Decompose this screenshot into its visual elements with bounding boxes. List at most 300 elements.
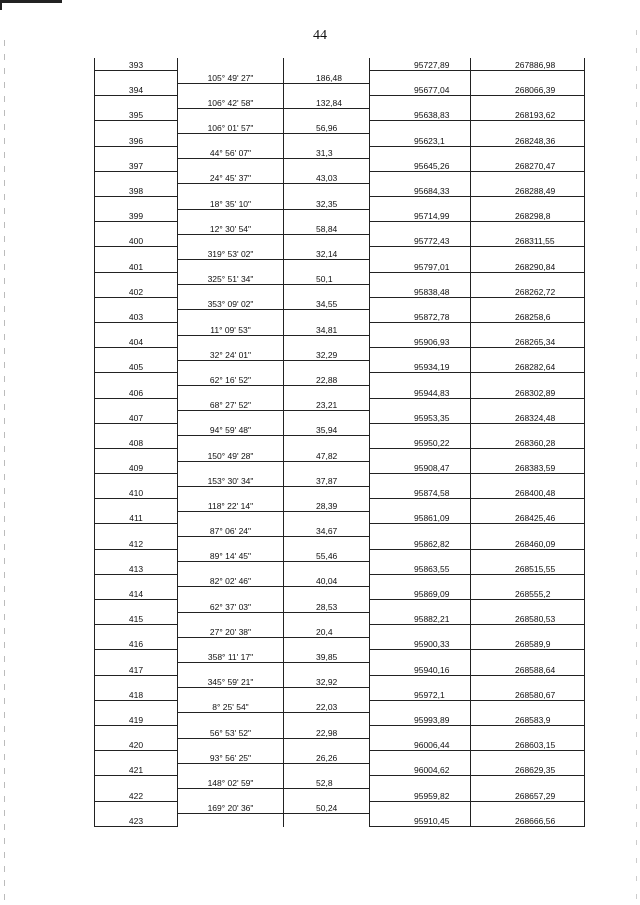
empty-cell (370, 171, 471, 184)
empty-cell (178, 184, 284, 197)
empty-cell (370, 96, 471, 109)
segment-row (95, 650, 585, 663)
point-row (95, 562, 585, 575)
empty-cell (471, 348, 585, 361)
empty-cell (471, 600, 585, 613)
x-coordinate: 95950,22 (370, 436, 471, 449)
empty-cell (95, 96, 178, 109)
scan-edge-right (636, 30, 637, 900)
y-coordinate: 268248,36 (471, 134, 585, 147)
empty-cell (178, 788, 284, 801)
empty-cell (370, 524, 471, 537)
empty-cell (471, 524, 585, 537)
empty-cell (95, 272, 178, 285)
direction-angle: 358° 11' 17" (178, 650, 284, 663)
y-coordinate: 268629,35 (471, 763, 585, 776)
segment-row (95, 247, 585, 260)
point-row (95, 285, 585, 298)
empty-cell (95, 499, 178, 512)
empty-cell (370, 574, 471, 587)
point-row (95, 511, 585, 524)
x-coordinate: 95872,78 (370, 310, 471, 323)
empty-cell (370, 499, 471, 512)
empty-cell (370, 675, 471, 688)
empty-cell (95, 171, 178, 184)
empty-cell (178, 511, 284, 524)
segment-length: 22,88 (284, 373, 370, 386)
segment-row (95, 297, 585, 310)
empty-cell (370, 146, 471, 159)
x-coordinate: 95772,43 (370, 234, 471, 247)
direction-angle: 44° 56' 07" (178, 146, 284, 159)
empty-cell (178, 159, 284, 172)
direction-angle: 169° 20' 36" (178, 801, 284, 814)
segment-length: 32,92 (284, 675, 370, 688)
segment-row (95, 725, 585, 738)
direction-angle: 148° 02' 59" (178, 776, 284, 789)
segment-length: 35,94 (284, 423, 370, 436)
segment-row (95, 499, 585, 512)
point-row (95, 587, 585, 600)
empty-cell (284, 285, 370, 298)
point-row (95, 713, 585, 726)
empty-cell (284, 788, 370, 801)
direction-angle: 82° 02' 46" (178, 574, 284, 587)
empty-cell (95, 121, 178, 134)
segment-length: 26,26 (284, 751, 370, 764)
empty-cell (178, 688, 284, 701)
y-coordinate: 268282,64 (471, 360, 585, 373)
x-coordinate: 95727,89 (370, 58, 471, 71)
empty-cell (471, 751, 585, 764)
empty-cell (95, 322, 178, 335)
empty-cell (178, 637, 284, 650)
point-number: 420 (95, 738, 178, 751)
empty-cell (178, 486, 284, 499)
empty-cell (471, 448, 585, 461)
y-coordinate: 268288,49 (471, 184, 585, 197)
point-row (95, 108, 585, 121)
segment-length: 34,81 (284, 322, 370, 335)
x-coordinate: 95908,47 (370, 461, 471, 474)
segment-row (95, 348, 585, 361)
point-number: 401 (95, 260, 178, 273)
segment-length: 43,03 (284, 171, 370, 184)
empty-cell (370, 121, 471, 134)
empty-cell (471, 776, 585, 789)
empty-cell (178, 537, 284, 550)
y-coordinate: 268580,53 (471, 612, 585, 625)
x-coordinate: 95623,1 (370, 134, 471, 147)
point-row (95, 688, 585, 701)
empty-cell (178, 234, 284, 247)
point-row (95, 335, 585, 348)
empty-cell (178, 814, 284, 827)
segment-row (95, 272, 585, 285)
empty-cell (284, 83, 370, 96)
segment-row (95, 171, 585, 184)
empty-cell (370, 549, 471, 562)
point-row (95, 436, 585, 449)
empty-cell (471, 801, 585, 814)
direction-angle: 319° 53' 02" (178, 247, 284, 260)
empty-cell (370, 222, 471, 235)
segment-length: 34,67 (284, 524, 370, 537)
empty-cell (95, 448, 178, 461)
x-coordinate: 95677,04 (370, 83, 471, 96)
point-number: 409 (95, 461, 178, 474)
empty-cell (178, 310, 284, 323)
empty-cell (178, 612, 284, 625)
x-coordinate: 95714,99 (370, 209, 471, 222)
segment-row (95, 675, 585, 688)
point-number: 416 (95, 637, 178, 650)
empty-cell (95, 776, 178, 789)
point-number: 404 (95, 335, 178, 348)
empty-cell (471, 423, 585, 436)
segment-length: 34,55 (284, 297, 370, 310)
segment-length: 32,14 (284, 247, 370, 260)
point-row (95, 537, 585, 550)
empty-cell (95, 348, 178, 361)
point-row (95, 360, 585, 373)
empty-cell (370, 322, 471, 335)
direction-angle: 345° 59' 21" (178, 675, 284, 688)
segment-length: 132,84 (284, 96, 370, 109)
direction-angle: 153° 30' 34" (178, 474, 284, 487)
y-coordinate: 268589,9 (471, 637, 585, 650)
empty-cell (471, 650, 585, 663)
x-coordinate: 95874,58 (370, 486, 471, 499)
x-coordinate: 95934,19 (370, 360, 471, 373)
empty-cell (471, 574, 585, 587)
empty-cell (95, 474, 178, 487)
segment-row (95, 448, 585, 461)
empty-cell (95, 549, 178, 562)
point-row (95, 310, 585, 323)
direction-angle: 150° 49' 28" (178, 448, 284, 461)
empty-cell (370, 751, 471, 764)
segment-length: 47,82 (284, 448, 370, 461)
y-coordinate: 268290,84 (471, 260, 585, 273)
empty-cell (370, 776, 471, 789)
y-coordinate: 268324,48 (471, 411, 585, 424)
empty-cell (284, 713, 370, 726)
segment-row (95, 474, 585, 487)
empty-cell (471, 121, 585, 134)
segment-length: 20,4 (284, 625, 370, 638)
empty-cell (178, 134, 284, 147)
segment-row (95, 222, 585, 235)
segment-length: 56,96 (284, 121, 370, 134)
empty-cell (284, 612, 370, 625)
point-row (95, 788, 585, 801)
point-number: 415 (95, 612, 178, 625)
empty-cell (284, 688, 370, 701)
empty-cell (284, 108, 370, 121)
empty-cell (178, 385, 284, 398)
empty-cell (370, 247, 471, 260)
empty-cell (178, 285, 284, 298)
point-number: 418 (95, 688, 178, 701)
point-row (95, 612, 585, 625)
point-row (95, 58, 585, 71)
segment-length: 22,03 (284, 700, 370, 713)
point-number: 411 (95, 511, 178, 524)
empty-cell (95, 373, 178, 386)
empty-cell (178, 713, 284, 726)
point-row (95, 234, 585, 247)
empty-cell (370, 600, 471, 613)
segment-row (95, 423, 585, 436)
point-row (95, 411, 585, 424)
empty-cell (178, 260, 284, 273)
direction-angle: 118° 22' 14" (178, 499, 284, 512)
empty-cell (95, 197, 178, 210)
segment-row (95, 574, 585, 587)
empty-cell (284, 763, 370, 776)
direction-angle: 68° 27' 52" (178, 398, 284, 411)
y-coordinate: 268360,28 (471, 436, 585, 449)
y-coordinate: 268258,6 (471, 310, 585, 323)
empty-cell (370, 197, 471, 210)
empty-cell (178, 411, 284, 424)
empty-cell (284, 436, 370, 449)
empty-cell (471, 247, 585, 260)
empty-cell (284, 738, 370, 751)
point-number: 403 (95, 310, 178, 323)
empty-cell (370, 625, 471, 638)
empty-cell (471, 625, 585, 638)
empty-cell (95, 650, 178, 663)
segment-length: 55,46 (284, 549, 370, 562)
scan-edge-left (4, 40, 5, 900)
point-number: 399 (95, 209, 178, 222)
empty-cell (178, 663, 284, 676)
empty-cell (370, 398, 471, 411)
point-number: 419 (95, 713, 178, 726)
segment-length: 37,87 (284, 474, 370, 487)
empty-cell (471, 398, 585, 411)
y-coordinate: 268588,64 (471, 663, 585, 676)
empty-cell (284, 184, 370, 197)
direction-angle: 105° 49' 27" (178, 71, 284, 84)
scan-corner-mark (0, 0, 62, 3)
segment-length: 39,85 (284, 650, 370, 663)
segment-row (95, 549, 585, 562)
y-coordinate: 268265,34 (471, 335, 585, 348)
empty-cell (284, 260, 370, 273)
direction-angle: 56° 53' 52" (178, 725, 284, 738)
empty-cell (471, 725, 585, 738)
direction-angle: 12° 30' 54" (178, 222, 284, 235)
segment-row (95, 524, 585, 537)
empty-cell (370, 423, 471, 436)
empty-cell (284, 814, 370, 827)
empty-cell (471, 146, 585, 159)
point-number: 413 (95, 562, 178, 575)
empty-cell (471, 499, 585, 512)
y-coordinate: 268666,56 (471, 814, 585, 827)
y-coordinate: 268555,2 (471, 587, 585, 600)
empty-cell (95, 423, 178, 436)
empty-cell (284, 58, 370, 71)
x-coordinate: 95684,33 (370, 184, 471, 197)
point-row (95, 184, 585, 197)
empty-cell (471, 549, 585, 562)
segment-row (95, 121, 585, 134)
y-coordinate: 268066,39 (471, 83, 585, 96)
empty-cell (284, 663, 370, 676)
empty-cell (370, 373, 471, 386)
empty-cell (95, 751, 178, 764)
x-coordinate: 95797,01 (370, 260, 471, 273)
direction-angle: 24° 45' 37" (178, 171, 284, 184)
empty-cell (284, 411, 370, 424)
y-coordinate: 268583,9 (471, 713, 585, 726)
x-coordinate: 95862,82 (370, 537, 471, 550)
y-coordinate: 268580,67 (471, 688, 585, 701)
segment-row (95, 146, 585, 159)
empty-cell (95, 725, 178, 738)
point-row (95, 663, 585, 676)
empty-cell (95, 71, 178, 84)
x-coordinate: 95838,48 (370, 285, 471, 298)
point-row (95, 738, 585, 751)
point-number: 400 (95, 234, 178, 247)
direction-angle: 94° 59' 48" (178, 423, 284, 436)
segment-length: 28,53 (284, 600, 370, 613)
segment-row (95, 96, 585, 109)
x-coordinate: 95861,09 (370, 511, 471, 524)
empty-cell (284, 587, 370, 600)
segment-length: 22,98 (284, 725, 370, 738)
point-row (95, 83, 585, 96)
empty-cell (95, 146, 178, 159)
point-row (95, 763, 585, 776)
point-row (95, 134, 585, 147)
empty-cell (178, 108, 284, 121)
empty-cell (370, 725, 471, 738)
scan-corner-mark-vertical (0, 0, 2, 10)
empty-cell (178, 562, 284, 575)
segment-row (95, 751, 585, 764)
empty-cell (370, 474, 471, 487)
empty-cell (178, 738, 284, 751)
y-coordinate: 268262,72 (471, 285, 585, 298)
empty-cell (471, 373, 585, 386)
point-row (95, 159, 585, 172)
y-coordinate: 268298,8 (471, 209, 585, 222)
direction-angle: 62° 37' 03" (178, 600, 284, 613)
empty-cell (471, 171, 585, 184)
x-coordinate: 95869,09 (370, 587, 471, 600)
point-number: 408 (95, 436, 178, 449)
segment-length: 32,35 (284, 197, 370, 210)
empty-cell (95, 574, 178, 587)
direction-angle: 325° 51' 34" (178, 272, 284, 285)
direction-angle: 353° 09' 02" (178, 297, 284, 310)
x-coordinate: 95959,82 (370, 788, 471, 801)
point-number: 410 (95, 486, 178, 499)
empty-cell (370, 272, 471, 285)
direction-angle: 27° 20' 38" (178, 625, 284, 638)
empty-cell (95, 524, 178, 537)
segment-length: 58,84 (284, 222, 370, 235)
point-number: 394 (95, 83, 178, 96)
point-number: 395 (95, 108, 178, 121)
coordinates-table-body (95, 58, 585, 827)
y-coordinate: 268193,62 (471, 108, 585, 121)
empty-cell (284, 159, 370, 172)
empty-cell (284, 511, 370, 524)
point-number: 423 (95, 814, 178, 827)
segment-length: 40,04 (284, 574, 370, 587)
x-coordinate: 95972,1 (370, 688, 471, 701)
point-row (95, 814, 585, 827)
direction-angle: 87° 06' 24" (178, 524, 284, 537)
segment-row (95, 776, 585, 789)
empty-cell (178, 763, 284, 776)
x-coordinate: 95645,26 (370, 159, 471, 172)
coordinates-table (94, 58, 585, 827)
y-coordinate: 268460,09 (471, 537, 585, 550)
direction-angle: 11° 09' 53" (178, 322, 284, 335)
empty-cell (284, 209, 370, 222)
segment-length: 23,21 (284, 398, 370, 411)
direction-angle: 32° 24' 01" (178, 348, 284, 361)
point-number: 414 (95, 587, 178, 600)
segment-length: 50,24 (284, 801, 370, 814)
segment-length: 52,8 (284, 776, 370, 789)
empty-cell (95, 297, 178, 310)
empty-cell (178, 83, 284, 96)
empty-cell (284, 461, 370, 474)
empty-cell (370, 700, 471, 713)
empty-cell (95, 600, 178, 613)
segment-length: 50,1 (284, 272, 370, 285)
y-coordinate: 268270,47 (471, 159, 585, 172)
direction-angle: 106° 01' 57" (178, 121, 284, 134)
empty-cell (370, 448, 471, 461)
x-coordinate: 95953,35 (370, 411, 471, 424)
empty-cell (370, 348, 471, 361)
point-row (95, 260, 585, 273)
x-coordinate: 95940,16 (370, 663, 471, 676)
empty-cell (178, 436, 284, 449)
segment-length: 186,48 (284, 71, 370, 84)
segment-row (95, 801, 585, 814)
direction-angle: 106° 42' 58" (178, 96, 284, 109)
point-row (95, 637, 585, 650)
empty-cell (370, 71, 471, 84)
x-coordinate: 96006,44 (370, 738, 471, 751)
empty-cell (471, 197, 585, 210)
direction-angle: 62° 16' 52" (178, 373, 284, 386)
empty-cell (471, 700, 585, 713)
empty-cell (178, 587, 284, 600)
empty-cell (471, 272, 585, 285)
empty-cell (370, 801, 471, 814)
empty-cell (471, 222, 585, 235)
segment-row (95, 71, 585, 84)
segment-row (95, 600, 585, 613)
empty-cell (471, 474, 585, 487)
page-number: 44 (313, 28, 327, 43)
empty-cell (95, 247, 178, 260)
empty-cell (284, 486, 370, 499)
empty-cell (284, 562, 370, 575)
